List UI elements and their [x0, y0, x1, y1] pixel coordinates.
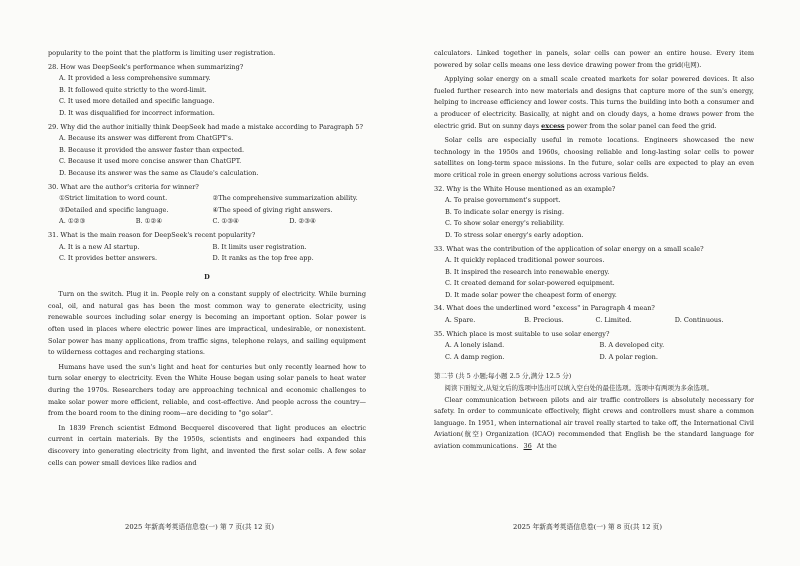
page-footer-right: 2025 年新高考英语信息卷(一) 第 8 页(共 12 页) [513, 523, 662, 531]
option-grid [48, 242, 366, 265]
passage-paragraph [434, 395, 754, 453]
question-34 [434, 303, 754, 326]
option-d: D. It was disqualified for incorrect information. [59, 108, 215, 117]
option-a: A. It quickly replaced traditional power sources. [445, 256, 605, 265]
left-page [48, 48, 366, 469]
option-b: B. Because it provided the answer faster than expected. [59, 145, 245, 154]
option-c: C. To show solar energy's reliability. [445, 219, 565, 228]
criterion-1: ①Strict limitation to word count. [59, 194, 168, 203]
option-c: C. ①③④ [212, 217, 239, 226]
passage-paragraph-2: Humans have used the sun's light and heat for centuries but only recently learned how to turn solar energy to electricity. Even the White House began using solar panels to heat water during the 1970s. Researchers today are approaching technical and economic challenges to make solar power more efficient, reliable, and cost-effective. And people across the country—from the board room to the dining room—are deciding to "go solar". [48, 362, 366, 418]
question-stem: 31. What is the main reason for DeepSeek's recent popularity? [48, 230, 256, 239]
section-2-instructions: 阅读下面短文,从短文后的选项中选出可以填入空白处的最佳选项。选项中有两项为多余选项。 [444, 384, 713, 393]
section-2-title: 第二节 (共 5 小题;每小题 2.5 分,满分 12.5 分) [434, 372, 572, 381]
option-a: A. To praise government's support. [445, 196, 561, 205]
option-grid [434, 340, 754, 363]
question-31 [48, 230, 366, 265]
option-b: B. To indicate solar energy is rising. [445, 207, 565, 216]
option-d: D. To stress solar energy's early adoption. [445, 230, 584, 239]
passage-paragraph-4 [434, 74, 754, 132]
option-a: A. Spare. [445, 316, 476, 325]
option-d: D. Continuous. [674, 316, 724, 325]
option-a: A. A lonely island. [445, 341, 505, 350]
option-d: D. ②③④ [289, 217, 316, 226]
option-row [48, 216, 366, 228]
passage-text-tail: At the [534, 442, 557, 450]
option-b: B. ①②④ [135, 217, 163, 226]
question-stem: 30. What are the author's criteria for winner? [48, 182, 199, 191]
option-b: B. It limits user registration. [212, 242, 307, 251]
passage-text: Clear communication between pilots and air traffic controllers is absolutely necessary for safety. In order to communicate effectively, flight crews and controllers must share a common language. In 1951, when international air travel really started to take off, the International Civil Aviation(航空) Organization (ICAO) recommended that English be the standard language for aviation communications. [434, 395, 754, 450]
option-c: C. A damp region. [445, 352, 505, 361]
blank-36: 36 [523, 442, 532, 450]
right-page [434, 48, 754, 453]
passage-paragraph-3-cont: calculators. Linked together in panels, solar cells can power an entire house. Every item powered by solar cells means one less device drawing power from the grid(电网). [434, 49, 754, 69]
question-stem: 28. How was DeepSeek's performance when summarizing? [48, 62, 244, 71]
option-c: C. It created demand for solar-powered equipment. [445, 279, 615, 288]
passage-paragraph-5: Solar cells are especially useful in remote locations. Engineers showcased the new technology in the 1950s and 1960s, choosing reliable and long-lasting solar cells to power satellites on long-term space missions. In the future, solar cells are expected to play an even more critical role in green energy solutions across various fields. [434, 136, 754, 179]
question-stem: 32. Why is the White House mentioned as an example? [434, 184, 616, 193]
question-32 [434, 184, 754, 242]
question-stem: 34. What does the underlined word "excess" in Paragraph 4 mean? [434, 304, 655, 313]
section-heading-d: D [204, 272, 210, 281]
option-a: A. Because its answer was different from ChatGPT's. [59, 134, 234, 143]
option-a: A. It is a new AI startup. [59, 242, 140, 251]
option-a: A. ①②③ [59, 217, 86, 226]
option-a: A. It provided a less comprehensive summary. [59, 74, 211, 83]
option-d: D. It made solar power the cheapest form of energy. [445, 290, 617, 299]
criterion-2: ②The comprehensive summarization ability. [212, 194, 358, 203]
option-c: C. It provides better answers. [59, 254, 158, 263]
question-30 [48, 182, 366, 228]
question-29 [48, 122, 366, 180]
criterion-3: ③Detailed and specific language. [59, 205, 169, 214]
option-b: B. It followed quite strictly to the word-limit. [59, 85, 207, 94]
page-footer-left: 2025 年新高考英语信息卷(一) 第 7 页(共 12 页) [125, 523, 274, 531]
question-35 [434, 329, 754, 364]
question-stem: 29. Why did the author initially think DeepSeek had made a mistake according to Paragraph 5? [48, 122, 364, 131]
option-d: D. A polar region. [599, 352, 658, 361]
option-d: D. It ranks as the top free app. [212, 254, 314, 263]
question-stem: 35. Which place is most suitable to use solar energy? [434, 329, 610, 338]
paragraph-4-text: Applying solar energy on a small scale created markets for solar powered devices. It also fueled further research into new materials and designs that capture more of the sun's energy, helping to increase efficiency and lower costs. This turns the building into both a consumer and a producer of electricity. Basically, at night and on cloudy days, a home draws power from the electric grid. But on sunny days [434, 75, 754, 130]
option-c: C. It used more detailed and specific language. [59, 97, 215, 106]
option-c: C. Because it used more concise answer than ChatGPT. [59, 157, 242, 166]
question-28 [48, 62, 366, 120]
option-b: B. Precious. [524, 316, 564, 325]
passage-paragraph-1: Turn on the switch. Plug it in. People rely on a constant supply of electricity. While burning coal, oil, and natural gas has been the most common way to generate electricity, using renewable sources including solar energy is becoming an important option. Solar power is often used in places where electric power lines are impractical, undesirable, or nonexistent. Solar power has many applications, from traffic signs, telephone relays, and sailing equipment to wilderness cottages and recharging stations. [48, 290, 366, 357]
option-b: B. It inspired the research into renewable energy. [445, 267, 610, 276]
option-row [434, 315, 754, 327]
option-b: B. A developed city. [599, 341, 665, 350]
question-33 [434, 244, 754, 302]
criteria-list [48, 193, 366, 216]
criterion-4: ④The speed of giving right answers. [212, 205, 333, 214]
paragraph-4-tail: power from the solar panel can feed the grid. [564, 121, 717, 130]
passage-paragraph-3: In 1839 French scientist Edmond Becquerel discovered that light produces an electric current in certain materials. By the 1950s, scientists and engineers had expanded this discovery into generating electricity from light, and invented the first solar cells. A few solar cells can power small devices like radios and [48, 423, 366, 467]
question-stem: 33. What was the contribution of the application of solar energy on a small scale? [434, 244, 704, 253]
option-d: D. Because its answer was the same as Claude's calculation. [59, 168, 259, 177]
option-c: C. Limited. [595, 316, 632, 325]
underlined-word: excess [541, 121, 565, 130]
intro-line: popularity to the point that the platform is limiting user registration. [48, 49, 276, 57]
